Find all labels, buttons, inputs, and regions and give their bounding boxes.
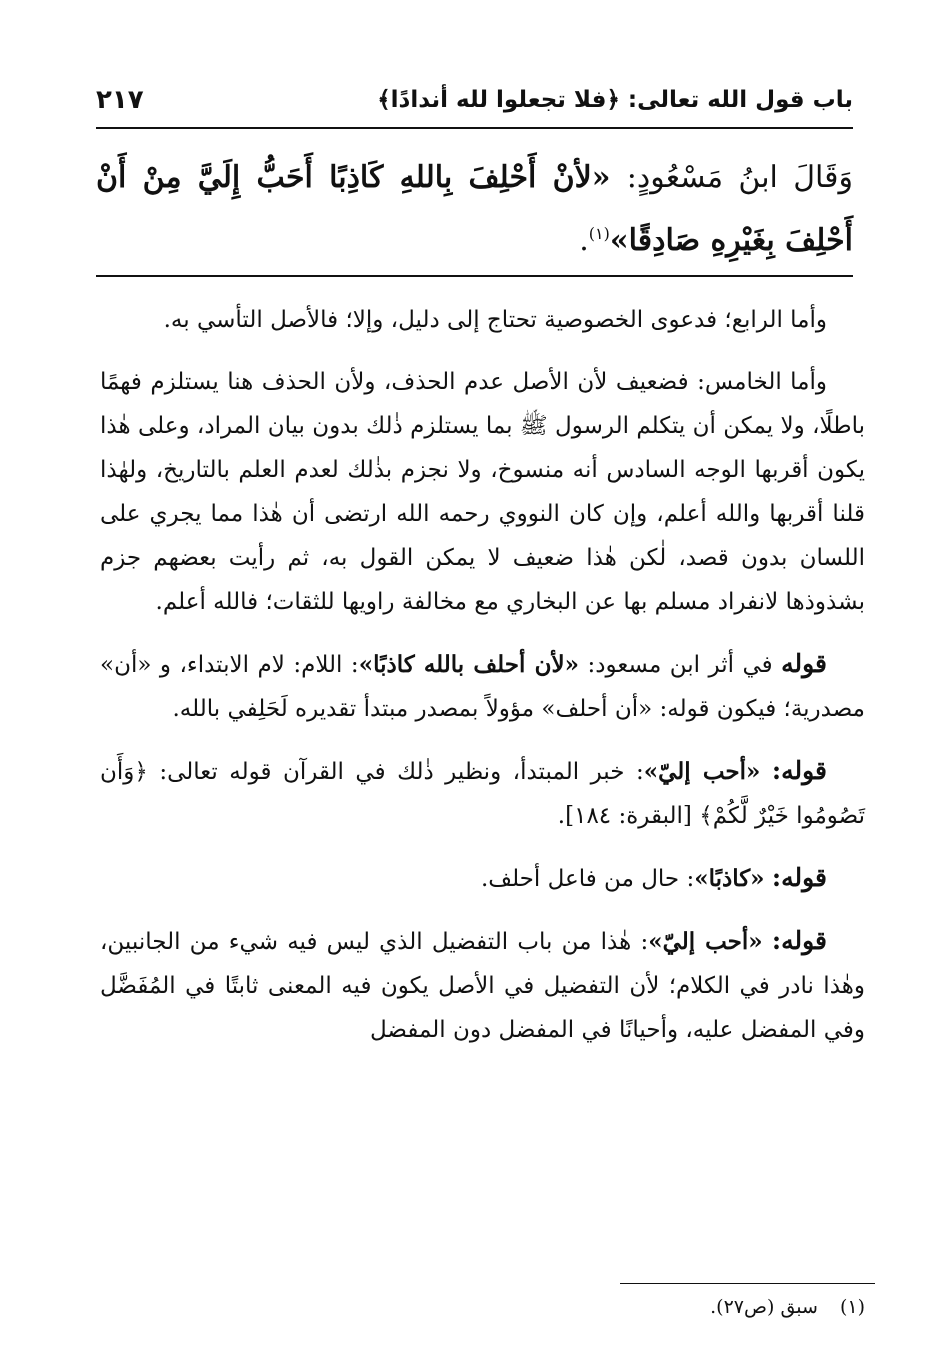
paragraph-rest: : هٰذا من باب التفضيل الذي ليس فيه شيء من الجانبين، وهٰذا نادر في الكلام؛ لأن التفضيل في الأصل يكون فيه المعنى ثابتًا في المُفَضَّل وفي المفضل عليه، وأحيانًا في المفضل دون المفضل bbox=[100, 929, 865, 1043]
page-number: ٢١٧ bbox=[96, 85, 144, 115]
paragraph-lead: قوله: bbox=[771, 863, 827, 892]
hadith-end: . bbox=[579, 223, 589, 258]
running-header bbox=[96, 78, 853, 122]
paragraph-lead: قوله: bbox=[771, 756, 827, 785]
paragraph-pre: في أثر ابن مسعود: bbox=[587, 652, 773, 678]
paragraph-quote: «أحب إليّ» bbox=[643, 758, 761, 785]
footnote-divider bbox=[620, 1283, 875, 1284]
paragraph-quote: «أحب إليّ» bbox=[648, 928, 763, 955]
footnote bbox=[710, 1296, 865, 1318]
paragraph-fourth: وأما الرابع؛ فدعوى الخصوصية تحتاج إلى دليل، وإلا؛ فالأصل التأسي به. bbox=[163, 307, 827, 333]
paragraph-hal bbox=[100, 856, 865, 901]
header-divider bbox=[96, 127, 853, 129]
footnote-text: سبق (ص٢٧). bbox=[710, 1296, 818, 1318]
hadith-divider bbox=[96, 275, 853, 277]
paragraph-quote: «كاذبًا» bbox=[694, 865, 765, 892]
footnote-number: (١) bbox=[839, 1296, 865, 1318]
hadith-text bbox=[96, 150, 853, 269]
paragraph-tafdil bbox=[100, 919, 865, 1052]
chapter-title: باب قول الله تعالى: ﴿فلا تجعلوا لله أندادًا﴾ bbox=[377, 87, 853, 113]
paragraph-rest: : خبر المبتدأ، ونظير ذٰلك في القرآن قوله تعالى: ﴿وَأَن تَصُومُوا خَيْرٌ لَّكُمْ﴾ [البقرة: ١٨٤]. bbox=[100, 759, 865, 829]
paragraph-rest: : اللام: لام الابتداء، و «أن» مصدرية؛ فيكون قوله: «أن أحلف» مؤولاً بمصدر مبتدأ تقديره لَحَلِفي بالله. bbox=[100, 652, 865, 722]
hadith-intro: وَقَالَ ابنُ مَسْعُودٍ: bbox=[626, 160, 853, 195]
paragraph-fifth: وأما الخامس: فضعيف لأن الأصل عدم الحذف، ولأن الحذف هنا يستلزم فهمًا باطلًا، ولا يمكن أن يتكلم الرسول ﷺ بما يستلزم ذٰلك بدون بيان المراد، وعلى هٰذا يكون أقربها الوجه السادس أنه منسوخ، ولا نجزم بذٰلك لعدم العلم بالتاريخ، ولهٰذا قلنا أقربها والله أعلم، وإن كان النووي رحمه الله ارتضى أن هٰذا مما يجري على اللسان بدون قصد، لٰكن هٰذا ضعيف لا يمكن القول به، ثم رأيت بعضهم جزم بشذوذها لانفراد مسلم بها عن البخاري مع مخالفة راويها للثقات؛ فالله أعلم. bbox=[100, 369, 865, 615]
commentary bbox=[100, 298, 865, 1070]
paragraph-khabar bbox=[100, 749, 865, 838]
footnote-ref: (١) bbox=[588, 224, 610, 243]
hadith-quote: «لأنْ أَحْلِفَ بِاللهِ كَاذِبًا أَحَبُّ إِلَيَّ مِنْ أَنْ أَحْلِفَ بِغَيْرِهِ صَادِقًا» bbox=[96, 160, 853, 258]
paragraph-lead: قوله bbox=[781, 649, 828, 678]
paragraph-rest: : حال من فاعل أحلف. bbox=[480, 866, 695, 892]
paragraph-quote: «لأن أحلف بالله كاذبًا» bbox=[358, 651, 579, 678]
paragraph-lead: قوله: bbox=[771, 926, 827, 955]
paragraph-lam bbox=[100, 642, 865, 731]
